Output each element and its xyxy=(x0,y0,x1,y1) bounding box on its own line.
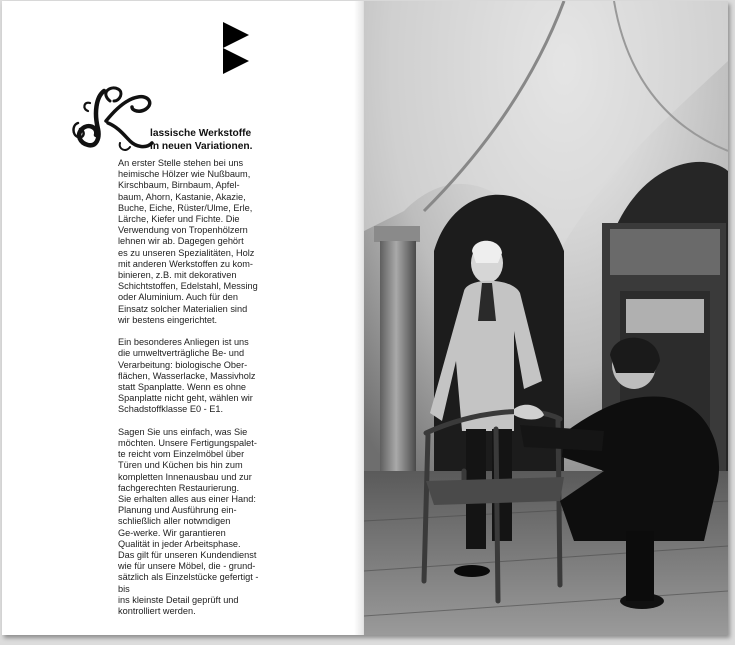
paragraph-3 xyxy=(118,427,268,617)
text-line: oder Aluminium. Auch für den xyxy=(118,292,239,303)
text-line: An erster Stelle stehen bei uns xyxy=(118,158,244,168)
text-line: es zu unseren Spezialitäten, Holz xyxy=(118,247,255,258)
text-line: Schichtstoffen, Edelstahl, Messing xyxy=(118,281,258,292)
text-line: Buche, Eiche, Rüster/Ulme, Erle, xyxy=(118,202,253,213)
text-line: möchten. Unsere Fertigungspalet- xyxy=(118,438,257,449)
left-page xyxy=(2,1,364,635)
body-text xyxy=(118,158,268,628)
text-line: kontrolliert werden. xyxy=(118,606,196,617)
text-line: schließlich aller notwndigen xyxy=(118,516,231,527)
paragraph-1 xyxy=(118,158,268,326)
text-line: Türen und Küchen bis hin zum xyxy=(118,460,243,471)
text-line: baum, Ahorn, Kastanie, Akazie, xyxy=(118,191,246,202)
brochure-spread xyxy=(2,1,728,635)
text-line: ins kleinste Detail geprüft und xyxy=(118,594,239,605)
text-line: Sagen Sie uns einfach, was Sie xyxy=(118,426,248,437)
paragraph-2 xyxy=(118,337,268,415)
text-line: Ein besonderes Anliegen ist uns xyxy=(118,337,249,348)
text-line: die umweltverträgliche Be- und xyxy=(118,348,245,359)
section-heading xyxy=(150,127,252,153)
text-line: Qualität in jeder Arbeitsphase. xyxy=(118,538,241,549)
text-line: lehnen wir ab. Dagegen gehört xyxy=(118,236,244,247)
heading-line-2: in neuen Variationen. xyxy=(150,141,253,152)
text-line: Einsatz solcher Materialien sind xyxy=(118,303,248,314)
text-line: statt Spanplatte. Wenn es ohne xyxy=(118,382,247,393)
text-line: te reicht vom Einzelmöbel über xyxy=(118,449,245,460)
text-line: wie für unsere Möbel, die - grund- xyxy=(118,561,256,572)
logo-icon xyxy=(223,22,249,74)
heading-line-1: lassische Werkstoffe xyxy=(150,128,252,139)
text-line: Spanplatte nicht geht, wählen wir xyxy=(118,393,253,404)
text-line: Sie erhalten alles aus einer Hand: xyxy=(118,494,256,505)
text-line: flächen, Wasserlacke, Massivholz xyxy=(118,370,256,381)
text-line: Das gilt für unseren Kundendienst xyxy=(118,550,257,561)
text-line: kompletten Innenausbau und zur xyxy=(118,471,252,482)
text-line: sätzlich als Einzelstücke gefertigt - xyxy=(118,572,259,583)
text-line: binieren, z.B. mit dekorativen xyxy=(118,270,237,281)
text-line: fachgerechten Restaurierung. xyxy=(118,482,240,493)
text-line: bis xyxy=(118,583,130,594)
text-line: heimische Hölzer wie Nußbaum, xyxy=(118,169,251,180)
text-line: Verwendung von Tropenhölzern xyxy=(118,225,248,236)
photo-illustration xyxy=(364,1,728,635)
text-line: Planung und Ausführung ein- xyxy=(118,505,237,516)
text-line: wir bestens eingerichtet. xyxy=(118,314,218,325)
text-line: Schadstoffklasse E0 - E1. xyxy=(118,404,224,415)
text-line: Kirschbaum, Birnbaum, Apfel- xyxy=(118,180,240,191)
text-line: mit anderen Werkstoffen zu kom- xyxy=(118,258,253,269)
text-line: Verarbeitung: biologische Ober- xyxy=(118,359,248,370)
text-line: Lärche, Kiefer und Fichte. Die xyxy=(118,214,240,225)
decorative-initial-k xyxy=(70,83,160,155)
text-line: Ge-werke. Wir garantieren xyxy=(118,527,226,538)
photo-panel xyxy=(364,1,728,635)
